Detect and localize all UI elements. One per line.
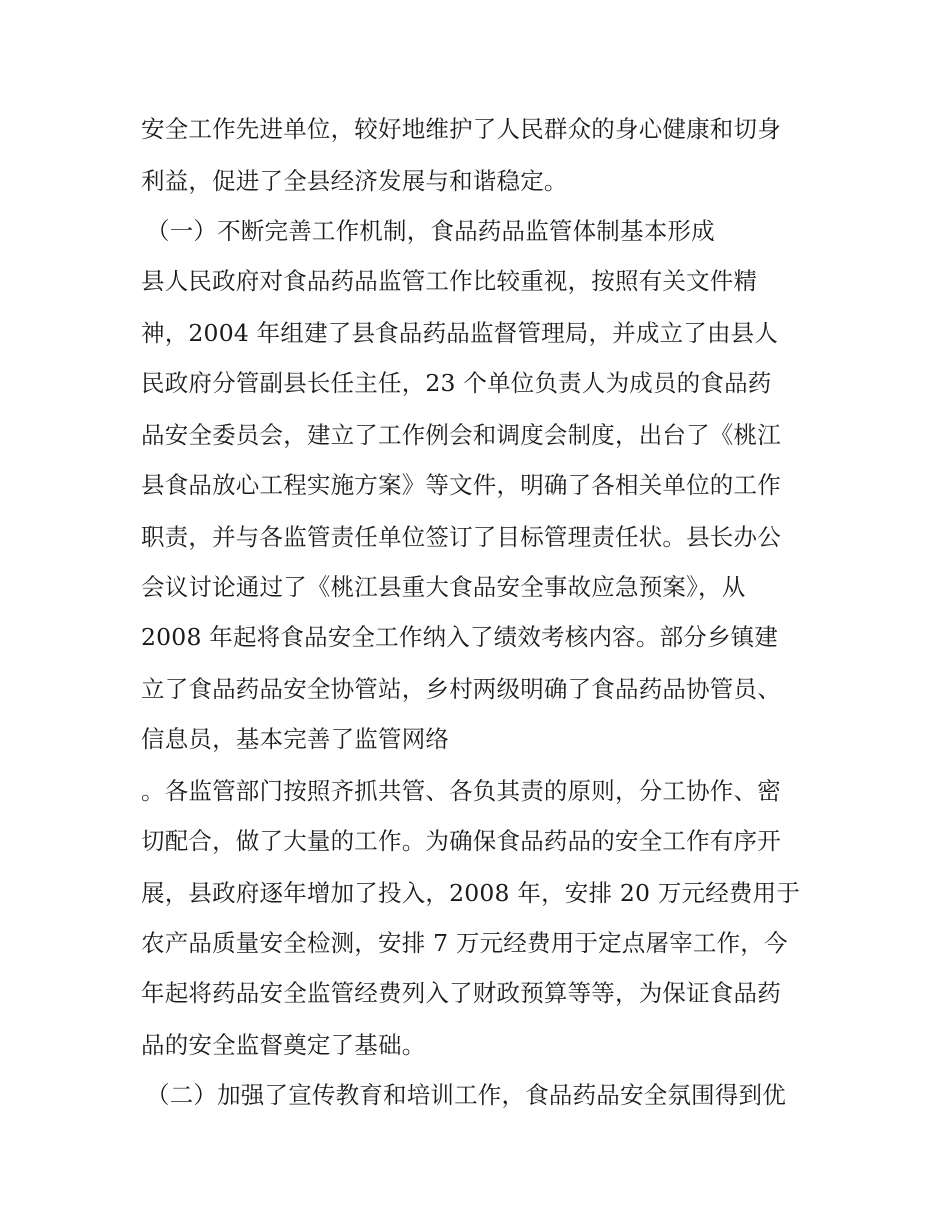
section-heading-1: （一）不断完善工作机制，食品药品监管体制基本形成 (146, 217, 715, 245)
text-line: 立了食品药品安全协管站，乡村两级明确了食品药品协管员、 (141, 675, 781, 703)
text-line: 利益，促进了全县经济发展与和谐稳定。 (141, 167, 568, 195)
text-line: 2008 年起将食品安全工作纳入了绩效考核内容。部分乡镇建 (141, 623, 779, 651)
text-line: 信息员，基本完善了监管网络 (141, 725, 450, 753)
text-line: 切配合，做了大量的工作。为确保食品药品的安全工作有序开 (141, 827, 781, 855)
text-line: 展，县政府逐年增加了投入，2008 年，安排 20 万元经费用于 (141, 879, 801, 907)
text-line: 县食品放心工程实施方案》等文件，明确了各相关单位的工作 (141, 471, 781, 499)
text-line: 品安全委员会，建立了工作例会和调度会制度，出台了《桃江 (141, 421, 781, 449)
text-line: 民政府分管副县长任主任，23 个单位负责人为成员的食品药 (141, 369, 772, 397)
text-line: 县人民政府对食品药品监管工作比较重视，按照有关文件精 (141, 267, 758, 295)
text-line: 年起将药品安全监管经费列入了财政预算等等，为保证食品药 (141, 979, 781, 1007)
text-line: 农产品质量安全检测，安排 7 万元经费用于定点屠宰工作，今 (141, 929, 788, 957)
text-line: 职责，并与各监管责任单位签订了目标管理责任状。县长办公 (141, 523, 781, 551)
text-line: 。各监管部门按照齐抓共管、各负其责的原则，分工协作、密 (141, 777, 781, 805)
section-heading-2: （二）加强了宣传教育和培训工作，食品药品安全氛围得到优 (146, 1081, 786, 1109)
text-line: 安全工作先进单位，较好地维护了人民群众的身心健康和切身 (141, 115, 781, 143)
text-line: 神，2004 年组建了县食品药品监督管理局，并成立了由县人 (141, 319, 779, 347)
text-line: 会议讨论通过了《桃江县重大食品安全事故应急预案》，从 (141, 573, 746, 601)
text-line: 品的安全监督奠定了基础。 (141, 1031, 426, 1059)
